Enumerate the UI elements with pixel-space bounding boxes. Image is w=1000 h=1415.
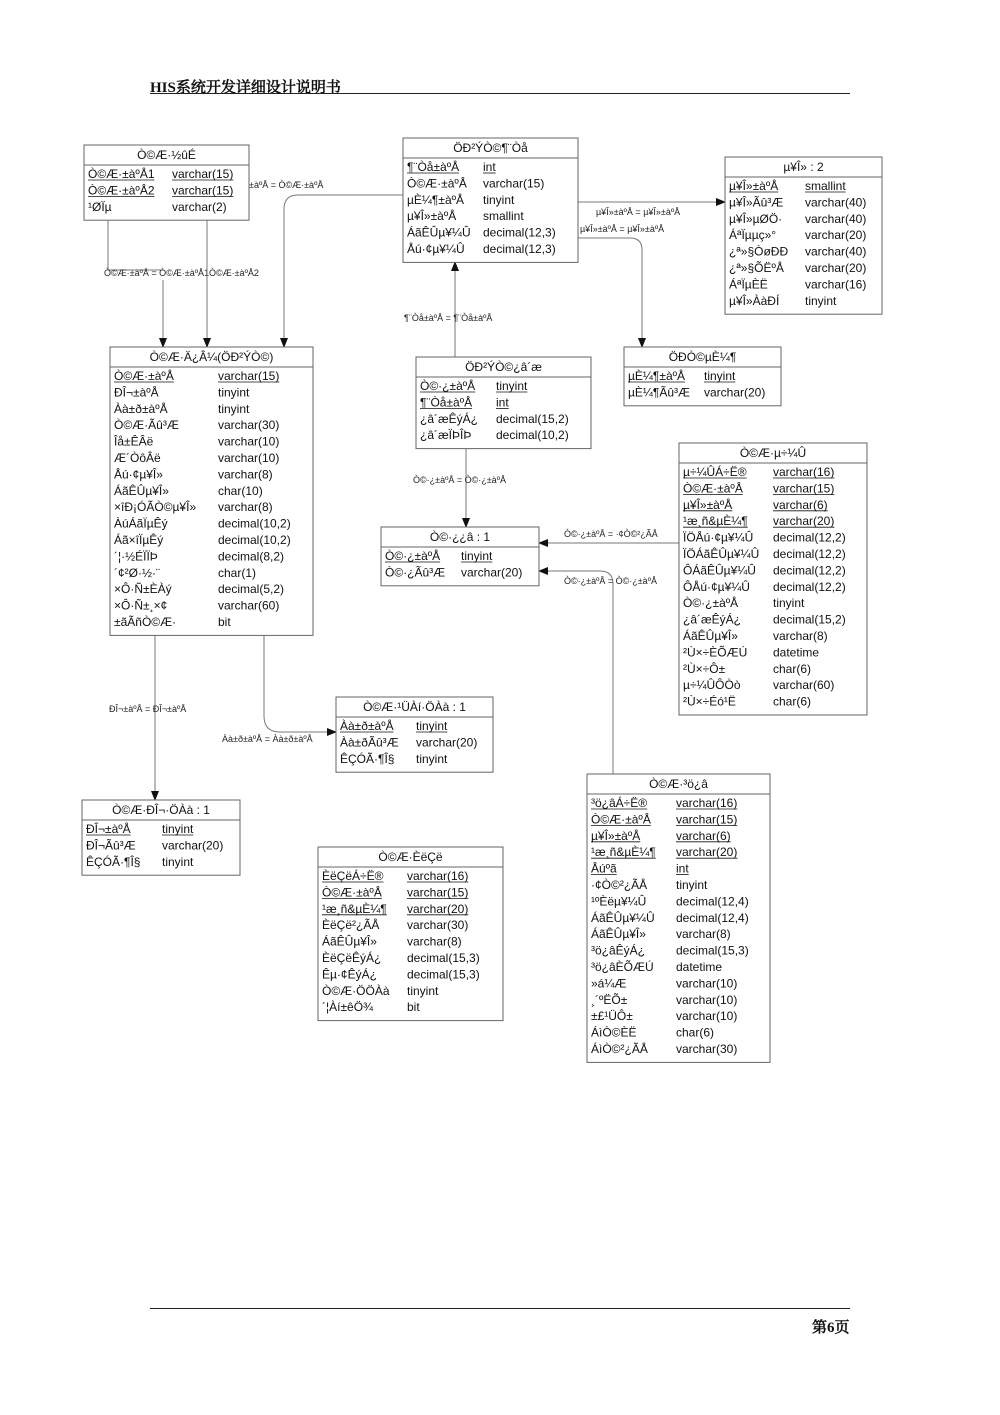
column-type: tinyint [407,983,439,998]
column-type: varchar(8) [218,467,273,482]
column-name: µÈ¼¶±àºÅ [407,192,465,207]
column-type: varchar(20) [162,838,224,853]
column-name: ÔÁãÊÛµ¥¼Û [683,563,756,578]
column-type: decimal(12,2) [773,563,846,578]
column-name: ÐÎ¬±àºÅ [114,385,159,400]
relation-10 [109,635,186,800]
entity-e12 [587,774,770,1062]
column-name: Àà±ðÃû³Æ [340,735,399,750]
column-name: ÀúÁãÏµÊý [114,516,168,531]
column-name: ×Ô·Ñ±ÈÀý [114,582,172,597]
relation-11 [222,635,336,744]
column-name: ³ö¿âÊýÁ¿ [591,943,646,958]
relation-label: Ò©Æ·±àºÅ = Ò©Æ·±àºÅ1Ò©Æ·±àºÅ2 [104,268,259,278]
column-type: tinyint [704,369,736,383]
column-type: varchar(6) [773,497,828,512]
column-type: tinyint [483,192,515,207]
column-name: ¶¨Òå±àºÅ [420,395,473,410]
column-name: Åú·¢µ¥Î» [114,467,163,482]
column-name: Ò©Æ·±àºÅ1 [88,167,155,181]
relation-label: ±àºÅ = Ò©Æ·±àºÅ [249,180,324,190]
relation-line [284,195,403,347]
column-type: char(1) [218,565,257,580]
relation-label: µ¥Î»±àºÅ = µ¥Î»±àºÅ [596,207,681,217]
relation-label: Ò©·¿±àºÅ = Ò©·¿±àºÅ [413,475,506,485]
column-type: varchar(60) [773,678,835,693]
relation-1 [104,213,259,347]
entity-e11 [318,847,503,1021]
column-name: ¿â´æÊýÁ¿ [683,612,742,627]
column-name: Åú·¢µ¥¼Û [407,242,465,256]
column-type: varchar(10) [676,1009,738,1024]
relation-label: µ¥Î»±àºÅ = µ¥Î»±àºÅ [580,224,665,234]
column-type: decimal(15,3) [407,951,480,965]
column-name: Ò©·¿Ãû³Æ [385,565,446,580]
entity-title: Ò©Æ·¹ÜÀí·ÖÀà : 1 [363,700,466,714]
relation-3 [249,180,403,347]
column-name: Ò©·¿±àºÅ [385,549,441,563]
column-type: decimal(15,2) [773,612,846,627]
relation-9 [539,571,657,774]
column-name: µ¥Î»Ãû³Æ [729,195,784,210]
column-type: decimal(10,2) [496,428,569,443]
column-name: Ò©Æ·±àºÅ [322,885,382,900]
column-name: ÁãÊÛµ¥Î» [591,927,646,942]
entity-e1 [84,145,249,220]
column-name: ³ö¿âÁ÷Ë® [591,796,648,810]
column-type: varchar(20) [676,845,738,860]
column-type: tinyint [218,401,250,416]
column-type: decimal(15,2) [496,411,569,426]
column-type: int [676,861,689,876]
entity-title: Ò©Æ·ÈëÇë [378,850,443,864]
column-type: varchar(20) [805,261,867,275]
column-name: ÁãÊÛµ¥¼Û [591,910,655,925]
column-name: Êµ·¢ÊýÁ¿ [322,967,377,982]
column-type: decimal(12,2) [773,530,846,545]
relation-5 [578,202,725,217]
column-type: smallint [483,209,524,224]
column-type: varchar(15) [676,812,738,827]
entity-title: Ò©Æ·³ö¿â [649,777,708,791]
column-name: Ò©Æ·±àºÅ [591,812,651,827]
column-type: varchar(8) [407,934,462,949]
column-name: ²Ù×÷ÈÕÆÚ [683,645,748,660]
column-type: varchar(15) [172,167,234,181]
entity-title: Ò©Æ·µ÷¼Û [739,446,807,460]
column-type: varchar(15) [172,183,234,198]
column-type: decimal(12,3) [483,242,556,256]
column-type: decimal(12,4) [676,910,749,925]
column-type: varchar(16) [676,796,738,810]
column-type: varchar(40) [805,195,867,210]
column-type: decimal(15,3) [676,943,749,958]
column-name: ÊÇÓÃ·¶Î§ [340,751,395,766]
column-name: ÈëÇë²¿ÃÅ [322,918,380,933]
column-type: varchar(20) [704,385,766,400]
column-name: ÔÅú·¢µ¥¼Û [683,579,750,594]
column-type: varchar(20) [805,228,867,243]
column-type: varchar(20) [773,514,835,529]
column-name: Îå±ÊÂë [114,434,154,449]
entity-title: Ò©Æ·ÐÎ¬·ÖÀà : 1 [112,803,210,817]
column-type: varchar(10) [676,976,738,991]
column-type: decimal(12,3) [483,225,556,240]
column-type: varchar(8) [773,629,828,643]
column-type: varchar(30) [407,918,469,933]
column-type: varchar(15) [773,481,835,496]
relation-line [539,571,613,774]
column-type: tinyint [496,379,528,393]
column-type: decimal(10,2) [218,533,291,547]
column-type: smallint [805,179,846,193]
relation-6 [578,224,664,347]
column-name: µ÷¼ÛÁ÷Ë® [683,465,747,479]
column-name: ´¦Àí±êÖ¾ [322,1000,374,1015]
column-name: ÈëÇëÁ÷Ë® [322,869,384,883]
column-name: ÊÇÓÃ·¶Î§ [86,854,141,869]
column-type: varchar(10) [218,451,280,465]
column-name: ¸´ºËÕ± [591,992,628,1007]
column-type: varchar(60) [218,598,280,613]
column-name: ´¦·½ÉÏÏÞ [114,549,158,564]
column-type: varchar(15) [483,176,545,191]
column-type: varchar(30) [676,1042,738,1056]
relation-7 [413,447,506,527]
column-type: char(6) [773,694,812,709]
column-name: ¿ª»§ÕËºÅ [729,261,784,275]
column-name: ¹æ¸ñ&µÈ¼¶ [322,901,387,916]
column-type: varchar(20) [416,735,478,750]
entity-e10 [82,800,240,875]
column-name: ÏÖÁãÊÛµ¥¼Û [683,547,760,561]
entity-title: Ò©Æ·Ä¿Â¼(ÖÐ²ÝÒ©) [149,350,274,364]
column-type: varchar(6) [676,828,731,843]
column-name: Ò©Æ·±àºÅ [114,369,174,383]
column-name: ÁãÊÛµ¥Î» [683,629,738,643]
column-name: ¹æ¸ñ&µÈ¼¶ [683,514,748,529]
relation-label: Ò©·¿±àºÅ = Ò©·¿±àºÅ [564,576,657,586]
entity-title: ÖÐ²ÝÒ©¿â´æ [465,360,542,374]
column-type: tinyint [461,549,493,563]
column-type: varchar(8) [218,500,273,515]
column-type: decimal(8,2) [218,549,285,564]
column-type: decimal(12,4) [676,894,749,909]
column-type: varchar(10) [676,992,738,1007]
column-name: Ò©Æ·Ãû³Æ [114,418,179,433]
column-name: ÁªÏµµç»° [729,228,777,243]
column-type: varchar(16) [805,277,867,292]
column-name: ¹ØÏµ [88,199,112,214]
column-type: char(6) [773,661,812,676]
column-name: µ¥Î»±àºÅ [407,209,457,224]
column-type: char(10) [218,483,263,498]
column-name: ³ö¿âÈÕÆÚ [591,960,654,974]
relation-line [264,635,336,732]
relation-line [578,238,642,347]
column-type: varchar(30) [218,418,280,433]
relation-8 [539,529,679,543]
column-type: datetime [676,960,723,974]
column-name: ÁãÊÛµ¥Î» [322,934,377,949]
entity-e6 [624,347,781,406]
relation-label: ¶¨Òå±àºÅ = ¶¨Òå±àºÅ [404,313,493,323]
column-name: ¹æ¸ñ&µÈ¼¶ [591,845,656,860]
column-type: tinyint [676,878,708,892]
entity-title: Ò©·¿¿â : 1 [429,530,491,544]
column-name: Ò©Æ·±àºÅ [407,176,467,191]
entity-title: ÖÐÒ©µÈ¼¶ [668,350,737,364]
entity-e8 [381,527,539,586]
entity-title: µ¥Î» : 2 [783,160,824,174]
column-name: Ò©·¿±àºÅ [420,379,476,393]
column-name: ÈëÇëÊýÁ¿ [322,951,382,965]
relation-4 [404,262,492,357]
column-type: int [496,395,509,410]
column-name: ·¢Ò©²¿ÃÅ [591,878,648,892]
column-name: ÏÖÅú·¢µ¥¼Û [683,530,754,545]
column-type: tinyint [416,719,448,733]
column-type: int [483,160,496,174]
column-type: datetime [773,645,820,660]
column-type: varchar(16) [773,465,835,479]
column-name: ÐÎ¬Ãû³Æ [86,838,136,853]
column-type: varchar(15) [218,369,280,383]
column-type: tinyint [162,854,194,869]
page-header-title: HIS系统开发详细设计说明书 [150,80,341,96]
column-type: bit [218,615,231,629]
column-name: ÐÎ¬±àºÅ [86,822,131,836]
column-name: Ò©Æ·ÖÖÀà [322,983,390,998]
column-type: varchar(2) [172,199,227,214]
column-name: ÁãÊÛµ¥¼Û [407,225,471,240]
column-type: decimal(12,2) [773,579,846,594]
column-type: decimal(12,2) [773,547,846,561]
column-type: tinyint [162,822,194,836]
column-type: varchar(8) [676,927,731,942]
column-type: tinyint [218,385,250,400]
column-type: tinyint [773,596,805,611]
relation-line [108,213,163,347]
footer-rule [150,1308,850,1309]
column-name: Àà±ð±àºÅ [340,719,394,733]
column-name: µ¥Î»±àºÅ [683,497,733,512]
column-type: bit [407,1000,420,1015]
column-type: varchar(20) [461,565,523,580]
column-name: Áã×îÏµÊý [114,533,164,547]
relation-label: ÐÎ¬±àºÅ = ÐÎ¬±àºÅ [109,704,187,714]
column-name: µ¥Î»±àºÅ [591,828,641,843]
column-type: varchar(16) [407,869,469,883]
column-type: varchar(40) [805,244,867,259]
column-name: ÁìÒ©²¿ÃÅ [591,1042,648,1056]
column-name: ¿ª»§ÒøÐÐ [729,244,789,259]
column-type: decimal(15,3) [407,967,480,982]
column-name: ±ãÃñÒ©Æ· [114,615,177,629]
column-name: µ¥Î»±àºÅ [729,179,779,193]
column-name: Åúºã [591,861,617,876]
column-name: µ÷¼ÛÔÒò [683,678,741,693]
column-type: varchar(15) [407,885,469,900]
relation-label: Àà±ð±àºÅ = Àà±ð±àºÅ [222,734,313,744]
column-name: Æ´ÒôÂë [114,451,161,465]
column-type: decimal(10,2) [218,516,291,531]
column-name: µ¥Î»ÀàÐÍ [729,293,780,308]
column-type: varchar(40) [805,211,867,226]
column-name: ¹ºÈëµ¥¼Û [591,894,647,909]
column-name: ÁªÏµÈË [729,277,768,292]
entity-e9 [336,697,493,772]
column-type: tinyint [416,751,448,766]
column-name: ×Ô·Ñ±¸×¢ [114,598,168,613]
column-name: µÈ¼¶±àºÅ [628,369,686,383]
entity-e3 [725,157,882,314]
column-type: tinyint [805,293,837,308]
column-name: ²Ù×÷Ô± [683,661,726,676]
column-name: ÁãÊÛµ¥Î» [114,483,169,498]
column-name: Ò©Æ·±àºÅ [683,481,743,496]
column-name: ±£¹ÜÔ± [591,1009,633,1024]
entity-e2 [403,138,578,262]
entity-e4 [110,347,313,635]
column-name: ×îÐ¡ÓÃÒ©µ¥Î» [114,500,197,515]
column-name: Ò©·¿±àºÅ [683,596,739,611]
column-name: ÁìÒ©ÈË [591,1025,637,1040]
entity-title: ÖÐ²ÝÒ©¶¨Òå [453,141,528,155]
column-name: µ¥Î»µØÖ· [729,211,783,226]
column-name: ´¢²Ø·½·¨ [114,565,160,580]
column-name: Ò©Æ·±àºÅ2 [88,183,155,198]
relation-label: Ò©·¿±àºÅ = ·¢Ò©²¿ÃÅ [564,529,658,539]
entity-e5 [416,357,591,449]
column-type: char(6) [676,1025,715,1040]
column-name: »á¼Æ [591,976,627,991]
column-name: µÈ¼¶Ãû³Æ [628,385,691,400]
column-type: varchar(10) [218,434,280,449]
column-name: ¿â´æÏÞÎÞ [420,428,472,443]
page-number: 第6页 [812,1320,850,1336]
column-name: ²Ù×÷Éó¹Ë [683,694,736,709]
entity-title: Ò©Æ·½ûÉ [137,148,196,162]
column-name: ¿â´æÊýÁ¿ [420,411,479,426]
column-name: Àà±ð±àºÅ [114,401,168,416]
column-type: varchar(20) [407,901,469,916]
column-type: decimal(5,2) [218,582,285,597]
entity-e7 [679,443,867,715]
column-name: ¶¨Òå±àºÅ [407,160,460,174]
